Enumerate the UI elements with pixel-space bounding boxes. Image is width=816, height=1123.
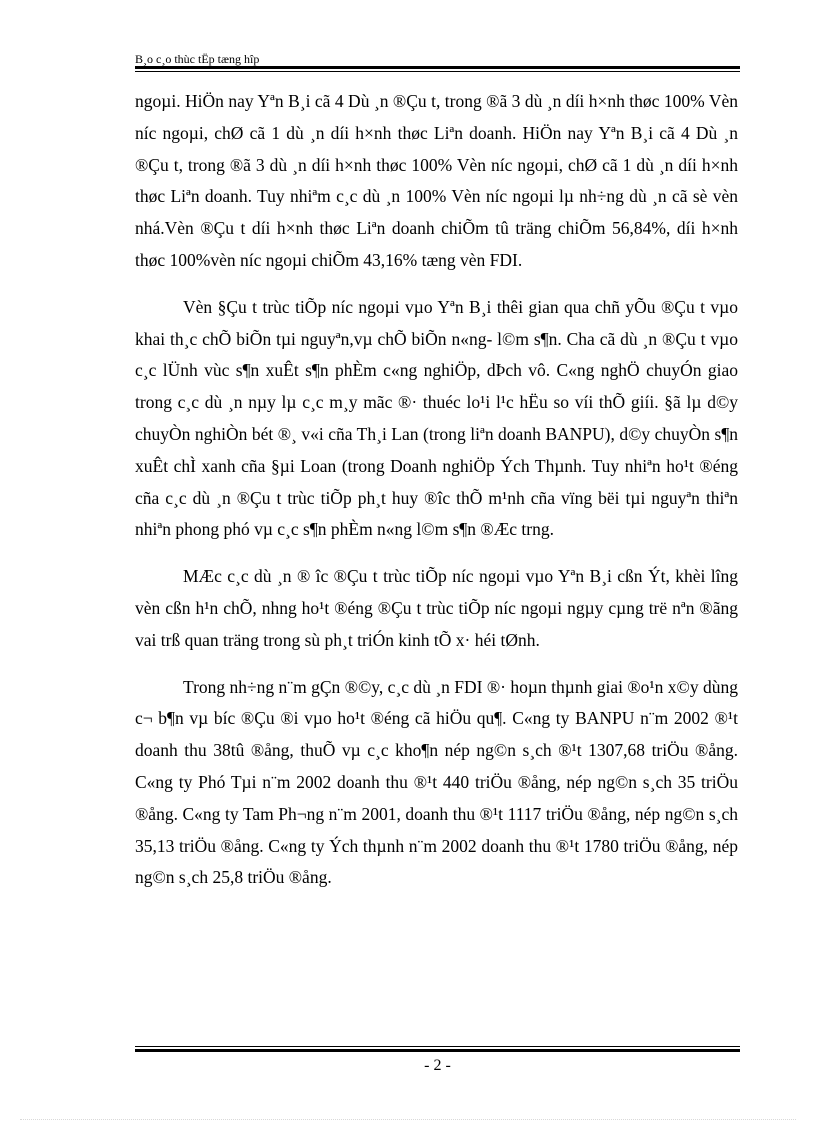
paragraph-4: Trong nh÷ng n¨m gÇn ®©y, c¸c dù ¸n FDI ®· hoµn thµnh giai ®o¹n x©y dùng c¬ b¶n vµ bíc ®Çu ®i vµo ho¹t ®éng cã hiÖu qu¶. C«ng ty BANPU n¨m 2002 ®¹t doanh thu 38tû ®ång, thuÕ vµ c¸c kho¶n nép ng©n s¸ch ®¹t 1307,68 triÖu ®ång. C«ng ty Phó Tµi n¨m 2002 doanh thu ®¹t 440 triÖu ®ång, nép ng©n s¸ch 35 triÖu ®ång. C«ng ty Tam Ph¬ng n¨m 2001, doanh thu ®¹t 1117 triÖu ®ång, nép ng©n s¸ch 35,13 triÖu ®ång. C«ng ty Ých thµnh n¨m 2002 doanh thu ®¹t 1780 triÖu ®ång, nép ng©n s¸ch 25,8 triÖu ®ång. bbox=[135, 676, 738, 888]
header-rule-thin bbox=[135, 71, 740, 72]
page-bottom-dotted-line bbox=[20, 1119, 796, 1120]
page-header-title: B¸o c¸o thùc tËp tæng hîp bbox=[135, 52, 260, 66]
header-rule-thick bbox=[135, 66, 740, 69]
footer-rule-thin bbox=[135, 1046, 740, 1047]
footer-rule-thick bbox=[135, 1049, 740, 1052]
paragraph-1: ngoµi. HiÖn nay Yªn B¸i cã 4 Dù ¸n ®Çu t, trong ®ã 3 dù ¸n díi h×nh thøc 100% Vèn níc ngoµi, chØ cã 1 dù ¸n díi h×nh thøc Liªn doanh. HiÖn nay Yªn B¸i cã 4 Dù ¸n ®Çu t, trong ®ã 3 dù ¸n díi h×nh thøc 100% Vèn níc ngoµi, chØ cã 1 dù ¸n díi h×nh thøc Liªn doanh. Tuy nhiªm c¸c dù ¸n 100% Vèn níc ngoµi lµ nh÷ng dù ¸n cã sè vèn nhá.Vèn ®Çu t díi h×nh thøc Liªn doanh chiÕm tû träng chiÕm 56,84%, díi h×nh thøc 100%vèn níc ngoµi chiÕm 43,16% tæng vèn FDI. bbox=[135, 91, 738, 270]
document-body bbox=[135, 86, 738, 909]
paragraph-2: Vèn §Çu t trùc tiÕp níc ngoµi vµo Yªn B¸i thêi gian qua chñ yÕu ®Çu t vµo khai th¸c chÕ biÕn tµi nguyªn,vµ chÕ biÕn n«ng- l©m s¶n. Cha cã dù ¸n ®Çu t vµo c¸c lÜnh vùc s¶n xuÊt s¶n phÈm c«ng nghiÖp, dÞch vô. C«ng nghÖ chuyÓn giao trong c¸c dù ¸n nµy lµ c¸c m¸y mãc ®· thuéc lo¹i l¹c hËu so víi thÕ giíi. §ã lµ d©y chuyÒn nghiÒn bét ®¸ v«i cña Th¸i Lan (trong liªn doanh BANPU), d©y chuyÒn s¶n xuÊt chÌ xanh cña §µi Loan (trong Doanh nghiÖp Ých Thµnh. Tuy nhiªn ho¹t ®éng cña c¸c dù ¸n ®Çu t trùc tiÕp ph¸t huy ®îc thÕ m¹nh cña vïng bëi tµi nguyªn thiªn nhiªn phong phó vµ c¸c s¶n phÈm n«ng l©m s¶n ®Æc trng. bbox=[135, 296, 738, 540]
paragraph-3: MÆc c¸c dù ¸n ® îc ®Çu t trùc tiÕp níc ngoµi vµo Yªn B¸i cßn Ýt, khèi lîng vèn cßn h¹n chÕ, nhng ho¹t ®éng ®Çu t trùc tiÕp níc ngoµi ngµy cµng trë nªn ®ãng vai trß quan träng trong sù ph¸t triÓn kinh tÕ x· héi tØnh. bbox=[135, 566, 738, 650]
page-number: - 2 - bbox=[424, 1057, 451, 1074]
